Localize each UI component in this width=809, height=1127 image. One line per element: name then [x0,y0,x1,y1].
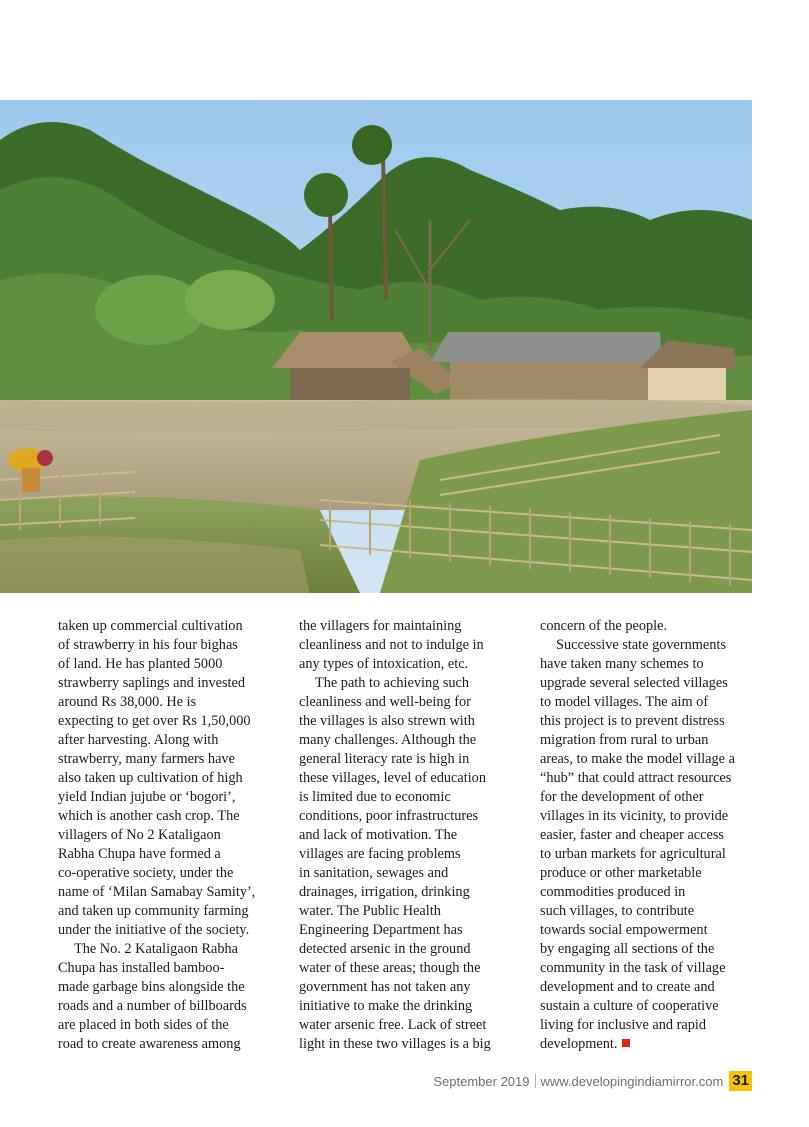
text-line [299,864,521,883]
text-line [299,617,521,636]
page-footer [433,1071,752,1091]
text-line-content: easier, faster and cheaper access [540,827,724,843]
text-line-content: water arsenic free. Lack of street [299,1017,487,1033]
text-line [540,731,762,750]
text-line-content: such villages, to contribute [540,903,695,919]
text-line [299,845,521,864]
text-line [299,1035,521,1054]
text-line [299,769,521,788]
text-line-content: development. [540,1036,618,1052]
text-line [58,636,280,655]
text-line-content: made garbage bins alongside the [58,979,245,995]
text-line-content: general literacy rate is high in [299,751,470,767]
text-line [58,902,280,921]
text-line [58,978,280,997]
text-line [540,826,762,845]
text-line [299,693,521,712]
text-line [540,1035,762,1054]
text-line [540,978,762,997]
text-line-content: the villagers for maintaining [299,618,462,634]
text-line-content: by engaging all sections of the [540,941,715,957]
text-line-content: conditions, poor infrastructures [299,808,479,824]
text-line [540,674,762,693]
text-line [299,807,521,826]
text-line-content: to model villages. The aim of [540,694,709,710]
text-line [58,1016,280,1035]
article-end-marker-icon [622,1039,630,1047]
village-landscape-photo [0,100,752,593]
text-line [58,693,280,712]
text-line [299,902,521,921]
text-line [58,883,280,902]
text-line-content: are placed in both sides of the [58,1017,229,1033]
text-line-content: roads and a number of billboards [58,998,247,1014]
text-column-1 [58,617,280,1054]
text-line-content: drainages, irrigation, drinking [299,884,470,900]
text-line [299,731,521,750]
text-line [299,788,521,807]
text-line-content: areas, to make the model village a [540,751,735,767]
text-line-content: the villages is also strewn with [299,713,475,729]
text-line [58,674,280,693]
website-link[interactable]: www.developingindiamirror.com [540,1073,724,1089]
text-line-content: name of ‘Milan Samabay Samity’, [58,884,256,900]
text-line-content: villagers of No 2 Kataligaon [58,827,221,843]
text-line [299,826,521,845]
text-line [299,712,521,731]
text-line [540,807,762,826]
text-line-content: after harvesting. Along with [58,732,219,748]
text-line [299,655,521,674]
text-line-content: development and to create and [540,979,715,995]
text-line-content: water of these areas; though the [299,960,481,976]
text-line-content: road to create awareness among [58,1036,241,1052]
text-line-content: cleanliness and not to indulge in [299,637,484,653]
text-line [58,750,280,769]
text-line-content: yield Indian jujube or ‘bogori’, [58,789,236,805]
text-line-content: these villages, level of education [299,770,486,786]
text-line [540,845,762,864]
text-line-content: commodities produced in [540,884,686,900]
text-line [299,978,521,997]
text-line [299,750,521,769]
text-line [540,864,762,883]
text-line-content: “hub” that could attract resources [540,770,732,786]
text-line-content: and taken up community farming [58,903,249,919]
text-line [299,921,521,940]
text-line [299,1016,521,1035]
text-line-content: any types of intoxication, etc. [299,656,469,672]
text-line-content: initiative to make the drinking [299,998,473,1014]
text-line [299,997,521,1016]
text-line-content: is limited due to economic [299,789,451,805]
text-line-content: concern of the people. [540,618,668,634]
text-line-content: The path to achieving such [315,675,470,691]
text-line-content: of land. He has planted 5000 [58,656,223,672]
text-line [540,712,762,731]
text-line [299,883,521,902]
text-line-content: water. The Public Health [299,903,441,919]
text-line-content: The No. 2 Kataligaon Rabha [74,941,238,957]
village-photo [0,100,752,593]
text-line [58,826,280,845]
text-line [299,674,521,693]
text-line-content: many challenges. Although the [299,732,477,748]
text-line-content: and lack of motivation. The [299,827,458,843]
text-line-content: living for inclusive and rapid [540,1017,706,1033]
text-line-content: expecting to get over Rs 1,50,000 [58,713,251,729]
text-line-content: in sanitation, sewages and [299,865,449,881]
text-line-content: taken up commercial cultivation [58,618,243,634]
text-line [540,883,762,902]
text-line [58,959,280,978]
text-line [540,769,762,788]
text-line-content: of strawberry in his four bighas [58,637,238,653]
text-line-content: for the development of other [540,789,704,805]
text-line [299,636,521,655]
text-line [58,617,280,636]
text-line [540,959,762,978]
text-line [540,1016,762,1035]
text-line [58,997,280,1016]
page-number: 31 [729,1071,752,1091]
text-line-content: Engineering Department has [299,922,463,938]
text-line-content: Chupa has installed bamboo- [58,960,225,976]
text-line [540,617,762,636]
text-line [540,921,762,940]
text-line-content: strawberry saplings and invested [58,675,246,691]
text-column-2 [299,617,521,1054]
text-line [299,959,521,978]
text-line [540,940,762,959]
text-line-content: produce or other marketable [540,865,702,881]
text-line-content: upgrade several selected villages [540,675,728,691]
text-line [58,845,280,864]
text-line-content: to urban markets for agricultural [540,846,726,862]
text-line-content: this project is to prevent distress [540,713,725,729]
text-line [58,712,280,731]
text-line-content: sustain a culture of cooperative [540,998,719,1014]
text-line-content: around Rs 38,000. He is [58,694,197,710]
text-line-content: under the initiative of the society. [58,922,250,938]
text-line [58,807,280,826]
footer-divider [535,1074,536,1088]
text-line-content: cleanliness and well-being for [299,694,471,710]
text-column-3 [540,617,762,1054]
text-line [58,655,280,674]
text-line [540,750,762,769]
text-line-content: villages in its vicinity, to provide [540,808,729,824]
text-line [540,788,762,807]
text-line [540,655,762,674]
text-line [58,921,280,940]
text-line [540,902,762,921]
text-line [299,940,521,959]
text-line-content: co-operative society, under the [58,865,234,881]
text-line-content: Successive state governments [556,637,726,653]
text-line-content: have taken many schemes to [540,656,704,672]
text-line-content: towards social empowerment [540,922,708,938]
text-line-content: detected arsenic in the ground [299,941,471,957]
text-line [540,693,762,712]
text-line-content: also taken up cultivation of high [58,770,243,786]
text-line-content: strawberry, many farmers have [58,751,235,767]
text-line-content: community in the task of village [540,960,726,976]
text-line [540,636,762,655]
text-line [58,731,280,750]
text-line [540,997,762,1016]
text-line-content: which is another cash crop. The [58,808,240,824]
text-line-content: government has not taken any [299,979,471,995]
text-line [58,788,280,807]
text-line [58,940,280,959]
text-line [58,769,280,788]
text-line-content: villages are facing problems [299,846,461,862]
issue-date: September 2019 [433,1073,530,1089]
text-line-content: Rabha Chupa have formed a [58,846,221,862]
text-line-content: migration from rural to urban [540,732,709,748]
text-line-content: light in these two villages is a big [299,1036,491,1052]
text-line [58,1035,280,1054]
text-line [58,864,280,883]
